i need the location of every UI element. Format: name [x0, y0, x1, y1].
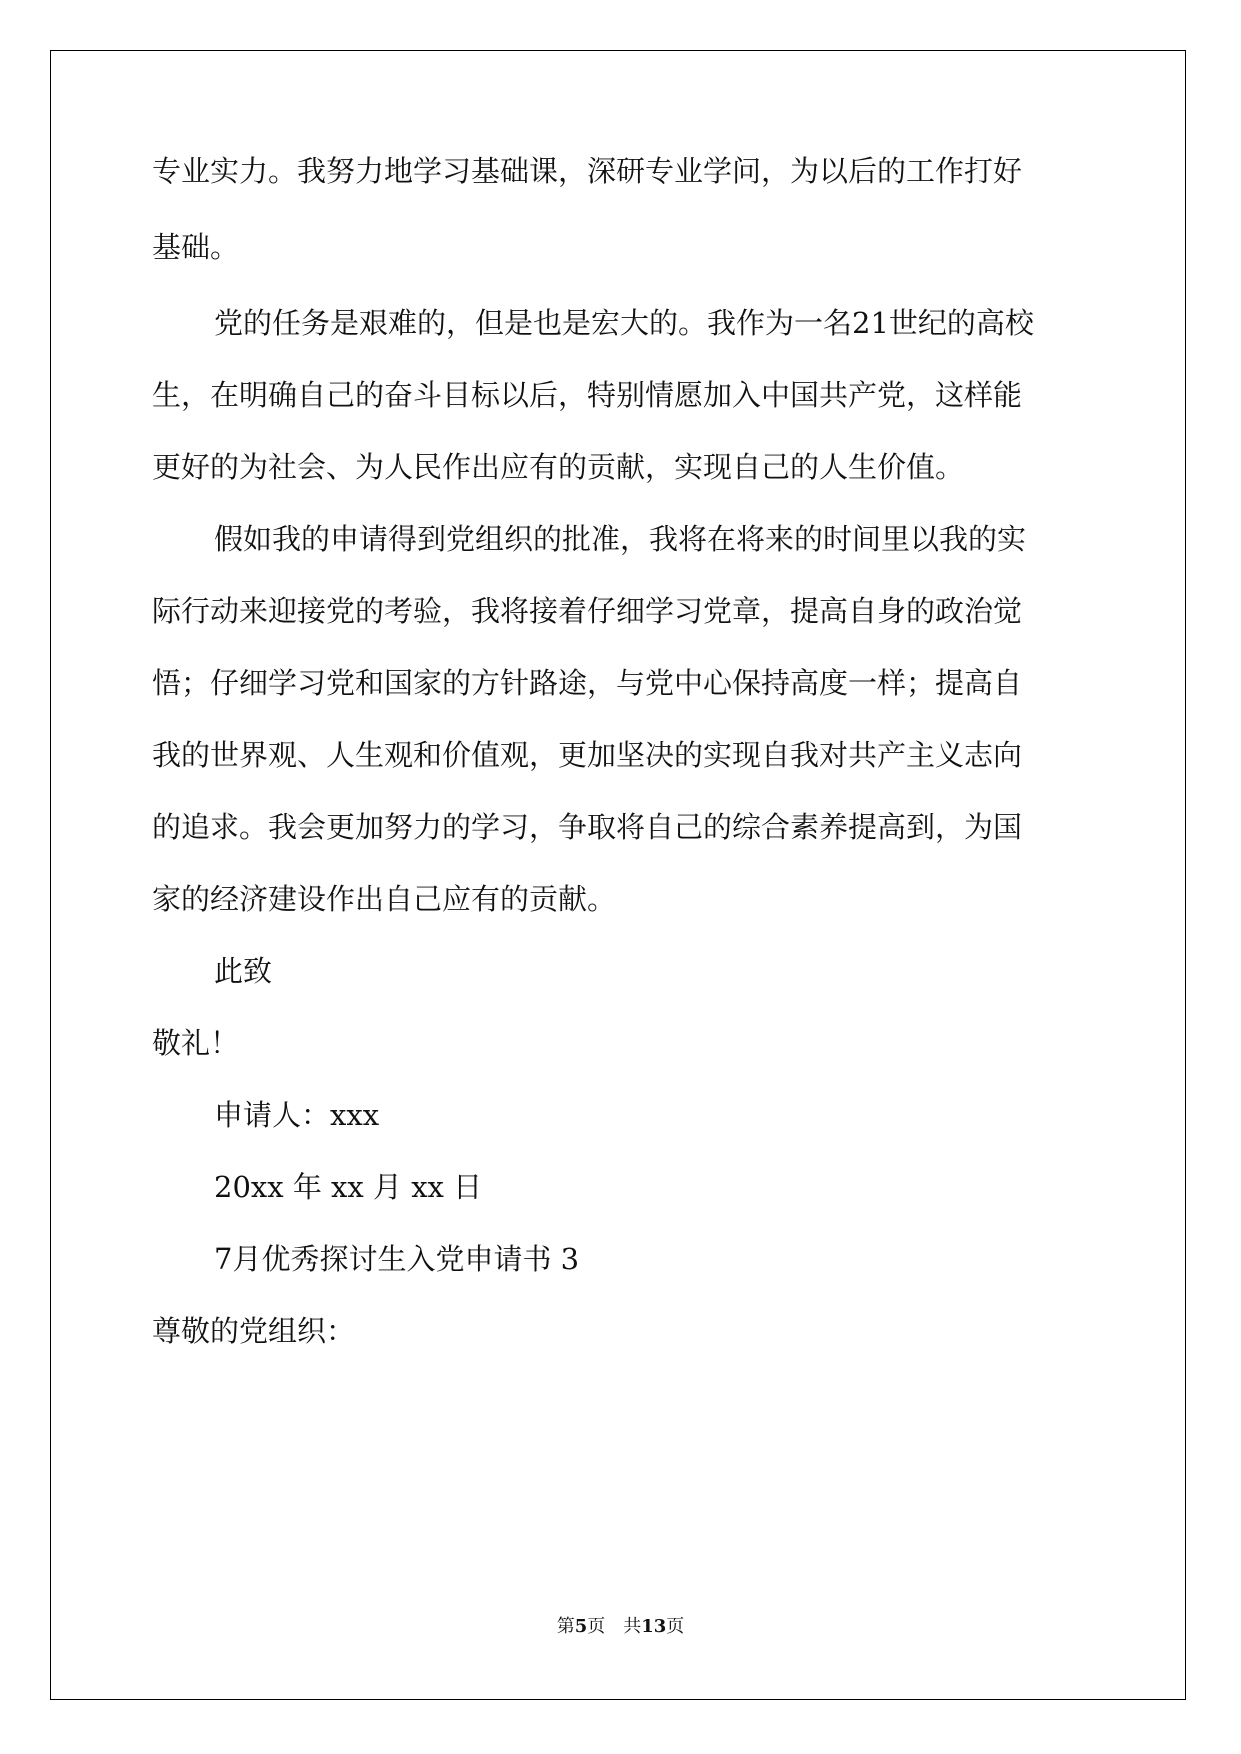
text-line: 我的世界观、人生观和价值观，更加坚决的实现自我对共产主义志向 [152, 738, 1023, 772]
footer-suffix: 页 [666, 1616, 685, 1637]
text-line: 专业实力。我努力地学习基础课，深研专业学问，为以后的工作打好 [152, 154, 1023, 188]
text-line: 敬礼！ [152, 1026, 240, 1060]
text-line: 际行动来迎接党的考验，我将接着仔细学习党章，提高自身的政治觉 [152, 594, 1023, 628]
text-line: 基础。 [152, 230, 240, 264]
page-border [50, 50, 1186, 1700]
text-line: 20xx 年 xx 月 xx 日 [214, 1170, 483, 1204]
total-page-number: 13 [641, 1616, 667, 1637]
text-line: 假如我的申请得到党组织的批准，我将在将来的时间里以我的实 [214, 522, 1027, 556]
text-line: 家的经济建设作出自己应有的贡献。 [152, 882, 617, 916]
text-line: 尊敬的党组织： [152, 1314, 356, 1348]
text-line: 悟；仔细学习党和国家的方针路途，与党中心保持高度一样；提高自 [152, 666, 1023, 700]
text-line: 党的任务是艰难的，但是也是宏大的。我作为一名21世纪的高校 [214, 306, 1034, 340]
page-number-footer [0, 1618, 1241, 1636]
text-line: 申请人：xxx [214, 1098, 380, 1132]
text-line: 此致 [214, 954, 273, 988]
text-line: 的追求。我会更加努力的学习，争取将自己的综合素养提高到，为国 [152, 810, 1023, 844]
text-line: 生，在明确自己的奋斗目标以后，特别情愿加入中国共产党，这样能 [152, 378, 1023, 412]
footer-prefix: 第 [556, 1616, 575, 1637]
footer-mid: 页 共 [587, 1616, 642, 1637]
text-line: 7月优秀探讨生入党申请书 3 [214, 1242, 580, 1276]
text-line: 更好的为社会、为人民作出应有的贡献，实现自己的人生价值。 [152, 450, 965, 484]
current-page-number: 5 [574, 1616, 588, 1637]
